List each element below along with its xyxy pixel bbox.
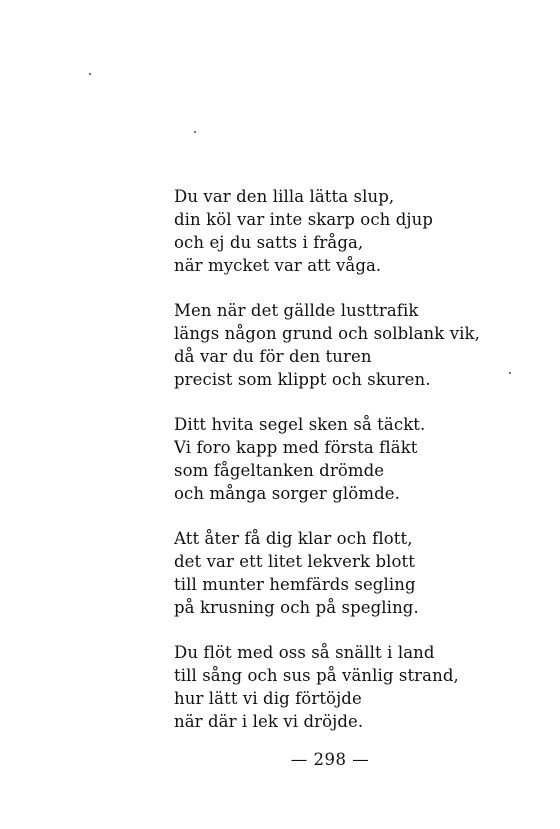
poem-line: längs någon grund och solblank vik, [174,324,480,343]
poem-line: och många sorger glömde. [174,484,400,503]
poem-line: Du flöt med oss så snällt i land [174,643,435,662]
poem-line: när där i lek vi dröjde. [174,712,364,731]
stanza-1 [174,185,514,277]
poem-line: hur lätt vi dig förtöjde [174,689,362,708]
poem-line: och ej du satts i fråga, [174,233,364,252]
poem-line: som fågeltanken drömde [174,461,385,480]
stanza-5 [174,641,514,733]
poem-line: precist som klippt och skuren. [174,370,431,389]
poem-line: då var du för den turen [174,347,372,366]
poem-line: din köl var inte skarp och djup [174,210,434,229]
poem-line: det var ett litet lekverk blott [174,552,415,571]
poem-line: Ditt hvita segel sken så täckt. [174,415,426,434]
stanza-2 [174,299,514,391]
poem-line: Men när det gällde lusttrafik [174,301,419,320]
poem-line: Att åter få dig klar och flott, [174,529,413,548]
poem-line: Vi foro kapp med första fläkt [174,438,418,457]
poem-line: Du var den lilla lätta slup, [174,187,395,206]
stanza-4 [174,527,514,619]
poem-line: till munter hemfärds segling [174,575,416,594]
poem-line: på krusning och på spegling. [174,598,419,617]
print-speck [194,131,196,133]
poem-line: till sång och sus på vänlig strand, [174,666,459,685]
page-number: — 298 — [290,750,370,769]
stanza-3 [174,413,514,505]
poem [174,185,514,755]
print-speck [89,73,91,75]
poem-line: när mycket var att våga. [174,256,382,275]
